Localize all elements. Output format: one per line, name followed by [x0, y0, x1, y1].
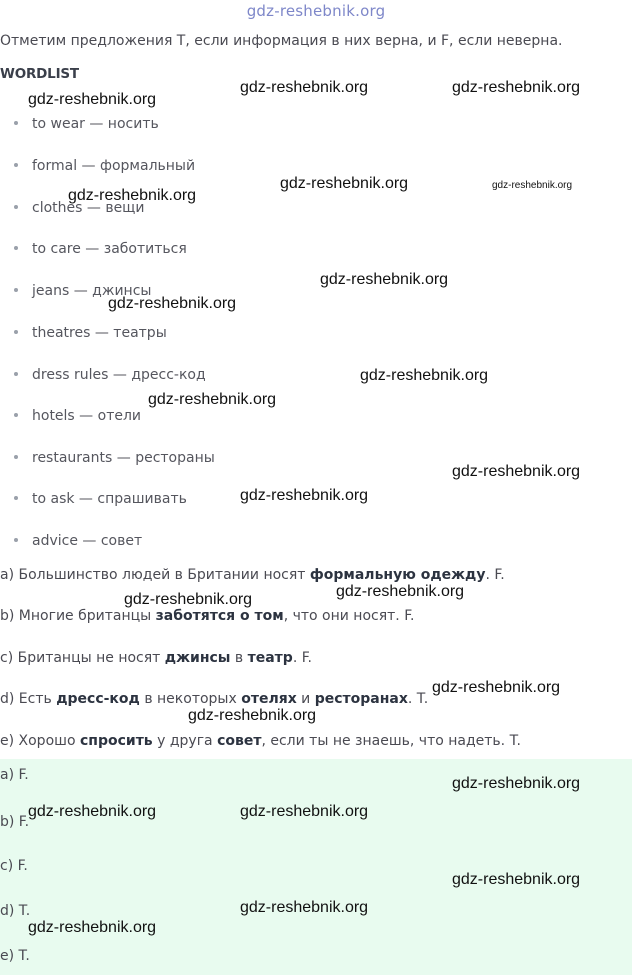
bold-fragment: дресс-код — [56, 691, 140, 707]
wordlist-item-text: clothes — вещи — [32, 200, 145, 216]
list-item — [14, 325, 167, 341]
text-fragment: b) Многие британцы — [0, 608, 156, 624]
question-d — [0, 691, 428, 707]
watermark: gdz-reshebnik.org — [452, 79, 581, 96]
wordlist-item-text: restaurants — рестораны — [32, 450, 215, 466]
text-fragment: a) Большинство людей в Британии носят — [0, 567, 310, 583]
list-item — [14, 533, 142, 549]
watermark: gdz-reshebnik.org — [336, 583, 465, 600]
answer-e: e) T. — [0, 948, 30, 964]
bullet-icon — [14, 413, 18, 417]
wordlist-item-text: hotels — отели — [32, 408, 142, 424]
bold-fragment: отелях — [241, 691, 297, 707]
list-item — [14, 491, 187, 507]
question-c — [0, 650, 312, 666]
answer-d: d) T. — [0, 903, 31, 919]
watermark: gdz-reshebnik.org — [188, 707, 317, 724]
bullet-icon — [14, 163, 18, 167]
text-fragment: e) Хорошо — [0, 733, 80, 749]
answer-a: a) F. — [0, 767, 29, 783]
watermark: gdz-reshebnik.org — [240, 803, 369, 820]
watermark: gdz-reshebnik.org — [68, 187, 197, 204]
bullet-icon — [14, 205, 18, 209]
question-e — [0, 733, 521, 749]
text-fragment: в некоторых — [139, 691, 242, 707]
wordlist-item-text: dress rules — дресс-код — [32, 367, 206, 383]
question-a — [0, 567, 505, 583]
text-fragment: у друга — [152, 733, 218, 749]
list-item — [14, 367, 206, 383]
text-fragment: . F. — [485, 567, 505, 583]
text-fragment: и — [296, 691, 315, 707]
text-fragment: . T. — [407, 691, 429, 707]
text-fragment: c) Британцы не носят — [0, 650, 165, 666]
answer-c: c) F. — [0, 858, 28, 874]
bullet-icon — [14, 330, 18, 334]
bullet-icon — [14, 538, 18, 542]
site-header-link[interactable]: gdz-reshebnik.org — [246, 2, 386, 20]
watermark: gdz-reshebnik.org — [28, 919, 157, 936]
text-fragment: в — [230, 650, 248, 666]
list-item — [14, 241, 187, 257]
intro-text: Отметим предложения T, если информация в них верна, и F, если неверна. — [0, 33, 563, 49]
watermark: gdz-reshebnik.org — [108, 295, 237, 312]
wordlist-item-text: jeans — джинсы — [32, 283, 152, 299]
text-fragment: . F. — [292, 650, 312, 666]
list-item — [14, 408, 141, 424]
bold-fragment: совет — [217, 733, 262, 749]
list-item — [14, 116, 159, 132]
question-b — [0, 608, 414, 624]
wordlist-item-text: advice — совет — [32, 533, 143, 549]
bullet-icon — [14, 496, 18, 500]
bold-fragment: ресторанах — [314, 691, 408, 707]
bold-fragment: джинсы — [164, 650, 231, 666]
bullet-icon — [14, 288, 18, 292]
bold-fragment: спросить — [79, 733, 153, 749]
watermark: gdz-reshebnik.org — [320, 271, 449, 288]
bold-fragment: формальную одежду — [309, 567, 486, 583]
list-item — [14, 200, 144, 216]
text-fragment: , что они носят. F. — [283, 608, 415, 624]
watermark: gdz-reshebnik.org — [360, 367, 489, 384]
watermark: gdz-reshebnik.org — [492, 180, 573, 191]
answer-b: b) F. — [0, 814, 30, 830]
list-item — [14, 450, 215, 466]
watermark: gdz-reshebnik.org — [28, 91, 157, 108]
wordlist-item-text: theatres — театры — [32, 325, 167, 341]
bold-fragment: театр — [247, 650, 293, 666]
text-fragment: d) Есть — [0, 691, 57, 707]
wordlist-item-text: to ask — спрашивать — [32, 491, 187, 507]
bullet-icon — [14, 121, 18, 125]
list-item — [14, 283, 151, 299]
watermark: gdz-reshebnik.org — [28, 803, 157, 820]
watermark: gdz-reshebnik.org — [280, 175, 409, 192]
wordlist-title: WORDLIST — [0, 66, 79, 82]
watermark: gdz-reshebnik.org — [432, 679, 561, 696]
wordlist-item-text: formal — формальный — [32, 158, 196, 174]
watermark: gdz-reshebnik.org — [240, 79, 369, 96]
text-fragment: , если ты не знаешь, что надеть. T. — [261, 733, 521, 749]
list-item — [14, 158, 195, 174]
watermark: gdz-reshebnik.org — [240, 487, 369, 504]
watermark: gdz-reshebnik.org — [452, 463, 581, 480]
wordlist-item-text: to care — заботиться — [32, 241, 187, 257]
bold-fragment: заботятся о том — [155, 608, 284, 624]
watermark: gdz-reshebnik.org — [124, 591, 253, 608]
watermark: gdz-reshebnik.org — [452, 871, 581, 888]
bullet-icon — [14, 372, 18, 376]
bullet-icon — [14, 455, 18, 459]
watermark: gdz-reshebnik.org — [452, 775, 581, 792]
bullet-icon — [14, 246, 18, 250]
answers-panel — [0, 759, 632, 975]
watermark: gdz-reshebnik.org — [240, 899, 369, 916]
wordlist-item-text: to wear — носить — [32, 116, 159, 132]
watermark: gdz-reshebnik.org — [148, 391, 277, 408]
